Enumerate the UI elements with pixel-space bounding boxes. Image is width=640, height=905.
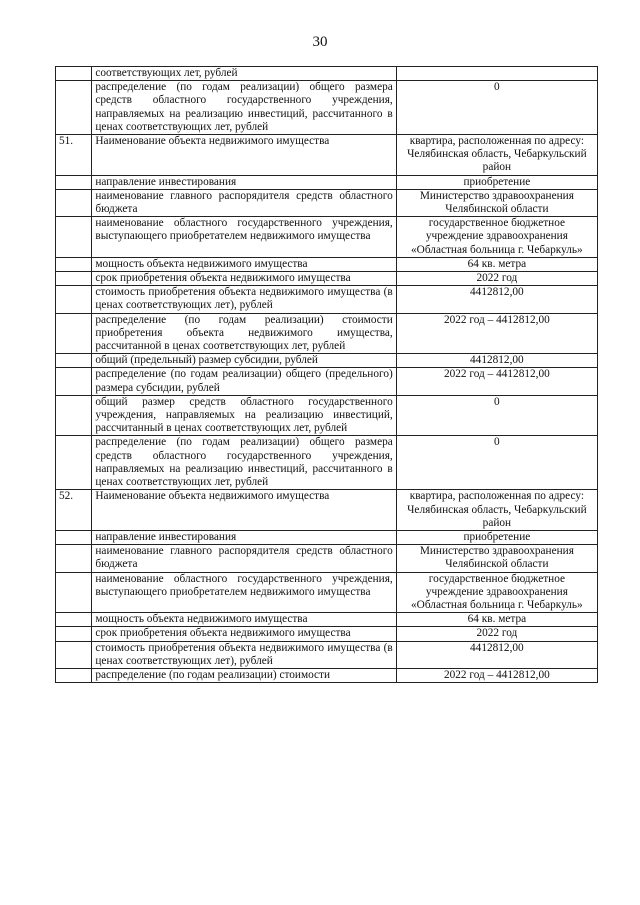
parameter-cell: распределение (по годам реализации) общего размера средств областного государственного учреждения, направляемых на реализацию инвестиций, рассчитанного в ценах соответствующих лет, рублей xyxy=(92,436,396,490)
parameter-cell: мощность объекта недвижимого имущества xyxy=(92,613,396,627)
value-cell: государственное бюджетное учреждение здравоохранения «Областная больница г. Чебаркуль» xyxy=(396,217,597,258)
parameter-cell: направление инвестирования xyxy=(92,175,396,189)
value-cell: 64 кв. метра xyxy=(396,613,597,627)
value-cell: 0 xyxy=(396,81,597,135)
table-row xyxy=(56,189,598,216)
table-row xyxy=(56,257,598,271)
row-number-cell xyxy=(56,668,92,682)
investment-objects-table xyxy=(55,66,598,683)
value-cell: 4412812,00 xyxy=(396,286,597,313)
table-row xyxy=(56,135,598,176)
parameter-cell: распределение (по годам реализации) общего размера средств областного государственного учреждения, направляемых на реализацию инвестиций, рассчитанного в ценах соответствующих лет, рублей xyxy=(92,81,396,135)
table-body xyxy=(56,67,598,683)
row-number-cell xyxy=(56,189,92,216)
parameter-cell: распределение (по годам реализации) общего (предельного) размера субсидии, рублей xyxy=(92,368,396,395)
parameter-cell: соответствующих лет, рублей xyxy=(92,67,396,81)
parameter-cell: распределение (по годам реализации) стоимости приобретения объекта недвижимого имущества, рассчитанной в ценах соответствующих лет, рублей xyxy=(92,313,396,354)
table-row xyxy=(56,613,598,627)
row-number-cell xyxy=(56,67,92,81)
row-number-cell xyxy=(56,368,92,395)
value-cell: приобретение xyxy=(396,175,597,189)
parameter-cell: срок приобретения объекта недвижимого имущества xyxy=(92,627,396,641)
row-number-cell xyxy=(56,175,92,189)
row-number-cell xyxy=(56,641,92,668)
value-cell: 0 xyxy=(396,395,597,436)
value-cell: государственное бюджетное учреждение здравоохранения «Областная больница г. Чебаркуль» xyxy=(396,572,597,613)
value-cell: приобретение xyxy=(396,530,597,544)
parameter-cell: Наименование объекта недвижимого имущества xyxy=(92,135,396,176)
parameter-cell: общий (предельный) размер субсидии, рублей xyxy=(92,354,396,368)
value-cell: 4412812,00 xyxy=(396,354,597,368)
value-cell: Министерство здравоохранения Челябинской области xyxy=(396,189,597,216)
table-row xyxy=(56,217,598,258)
table-row xyxy=(56,81,598,135)
parameter-cell: Наименование объекта недвижимого имущества xyxy=(92,490,396,531)
table-row xyxy=(56,67,598,81)
row-number-cell xyxy=(56,272,92,286)
row-number-cell xyxy=(56,395,92,436)
row-number-cell xyxy=(56,436,92,490)
value-cell: Министерство здравоохранения Челябинской области xyxy=(396,545,597,572)
table-row xyxy=(56,368,598,395)
value-cell: 2022 год – 4412812,00 xyxy=(396,668,597,682)
table-row xyxy=(56,641,598,668)
parameter-cell: срок приобретения объекта недвижимого имущества xyxy=(92,272,396,286)
parameter-cell: наименование областного государственного учреждения, выступающего приобретателем недвижимого имущества xyxy=(92,217,396,258)
table-row xyxy=(56,530,598,544)
row-number-cell xyxy=(56,530,92,544)
value-cell: 2022 год xyxy=(396,272,597,286)
table-row xyxy=(56,354,598,368)
table-row xyxy=(56,436,598,490)
row-number-cell xyxy=(56,81,92,135)
row-number-cell xyxy=(56,257,92,271)
value-cell xyxy=(396,67,597,81)
row-number-cell xyxy=(56,627,92,641)
value-cell: 2022 год xyxy=(396,627,597,641)
row-number-cell xyxy=(56,545,92,572)
row-number-cell xyxy=(56,286,92,313)
parameter-cell: мощность объекта недвижимого имущества xyxy=(92,257,396,271)
table-row xyxy=(56,313,598,354)
parameter-cell: направление инвестирования xyxy=(92,530,396,544)
value-cell: 4412812,00 xyxy=(396,641,597,668)
row-number-cell xyxy=(56,354,92,368)
row-number-cell xyxy=(56,313,92,354)
parameter-cell: наименование главного распорядителя средств областного бюджета xyxy=(92,545,396,572)
parameter-cell: наименование главного распорядителя средств областного бюджета xyxy=(92,189,396,216)
table-row xyxy=(56,668,598,682)
value-cell: квартира, расположенная по адресу: Челябинская область, Чебаркульский район xyxy=(396,135,597,176)
table-row xyxy=(56,286,598,313)
parameter-cell: распределение (по годам реализации) стоимости xyxy=(92,668,396,682)
parameter-cell: общий размер средств областного государственного учреждения, направляемых на реализацию инвестиций, рассчитанный в ценах соответствующих лет, рублей xyxy=(92,395,396,436)
value-cell: 2022 год – 4412812,00 xyxy=(396,368,597,395)
parameter-cell: наименование областного государственного учреждения, выступающего приобретателем недвижимого имущества xyxy=(92,572,396,613)
row-number-cell xyxy=(56,572,92,613)
table-row xyxy=(56,490,598,531)
table-row xyxy=(56,627,598,641)
table-row xyxy=(56,545,598,572)
row-number-cell: 52. xyxy=(56,490,92,531)
parameter-cell: стоимость приобретения объекта недвижимого имущества (в ценах соответствующих лет), рублей xyxy=(92,641,396,668)
value-cell: квартира, расположенная по адресу: Челябинская область, Чебаркульский район xyxy=(396,490,597,531)
page-number: 30 xyxy=(312,34,328,50)
table-row xyxy=(56,395,598,436)
table-row xyxy=(56,175,598,189)
table-row xyxy=(56,572,598,613)
value-cell: 2022 год – 4412812,00 xyxy=(396,313,597,354)
row-number-cell xyxy=(56,217,92,258)
row-number-cell: 51. xyxy=(56,135,92,176)
value-cell: 0 xyxy=(396,436,597,490)
value-cell: 64 кв. метра xyxy=(396,257,597,271)
row-number-cell xyxy=(56,613,92,627)
table-row xyxy=(56,272,598,286)
parameter-cell: стоимость приобретения объекта недвижимого имущества (в ценах соответствующих лет), рублей xyxy=(92,286,396,313)
